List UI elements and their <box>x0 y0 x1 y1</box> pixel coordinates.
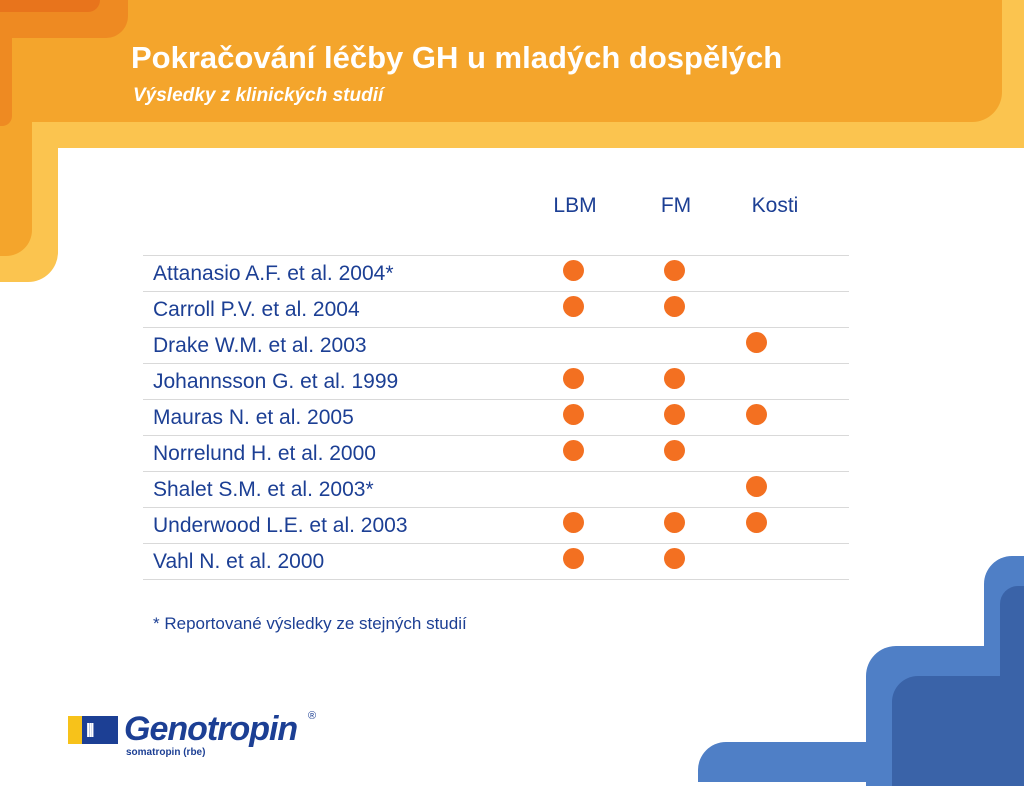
table-row <box>143 364 849 400</box>
result-dot-icon <box>664 404 685 425</box>
cell-lbm <box>521 472 641 508</box>
result-dot-icon <box>563 548 584 569</box>
cell-kosti <box>727 328 849 364</box>
result-dot-icon <box>664 296 685 317</box>
result-dot-icon <box>563 368 584 389</box>
corner-accent-top <box>0 0 100 12</box>
table-row <box>143 508 849 544</box>
cell-lbm <box>521 544 641 580</box>
study-name: Underwood L.E. et al. 2003 <box>143 508 521 544</box>
result-dot-icon <box>746 476 767 497</box>
results-table-body <box>143 256 849 580</box>
logo-wordmark: Genotropin <box>124 710 298 748</box>
cell-fm <box>641 400 727 436</box>
cell-lbm <box>521 328 641 364</box>
study-name: Drake W.M. et al. 2003 <box>143 328 521 364</box>
cell-lbm <box>521 508 641 544</box>
study-name: Carroll P.V. et al. 2004 <box>143 292 521 328</box>
study-name: Attanasio A.F. et al. 2004* <box>143 256 521 292</box>
result-dot-icon <box>746 404 767 425</box>
study-name: Johannsson G. et al. 1999 <box>143 364 521 400</box>
result-dot-icon <box>664 440 685 461</box>
result-dot-icon <box>664 368 685 389</box>
slide-subtitle: Výsledky z klinických studií <box>133 85 384 106</box>
result-dot-icon <box>664 512 685 533</box>
cell-fm <box>641 472 727 508</box>
logo-mark-icon <box>68 716 118 744</box>
footnote: * Reportované výsledky ze stejných studií <box>153 614 467 633</box>
table-row <box>143 292 849 328</box>
logo-bars: ||| <box>86 721 93 738</box>
corner-accent-vertical <box>0 0 12 126</box>
result-dot-icon <box>664 548 685 569</box>
blue-decor-shape <box>1000 586 1024 786</box>
cell-lbm <box>521 256 641 292</box>
logo-stripe <box>68 716 82 744</box>
result-dot-icon <box>563 404 584 425</box>
table-row <box>143 400 849 436</box>
cell-lbm <box>521 400 641 436</box>
cell-fm <box>641 508 727 544</box>
table-row <box>143 436 849 472</box>
cell-kosti <box>727 292 849 328</box>
study-name: Norrelund H. et al. 2000 <box>143 436 521 472</box>
cell-lbm <box>521 436 641 472</box>
table-row <box>143 256 849 292</box>
cell-lbm <box>521 292 641 328</box>
genotropin-logo <box>68 710 328 760</box>
table-row <box>143 544 849 580</box>
column-header-lbm: LBM <box>553 194 597 217</box>
cell-fm <box>641 256 727 292</box>
cell-kosti <box>727 256 849 292</box>
study-name: Vahl N. et al. 2000 <box>143 544 521 580</box>
column-header-kosti: Kosti <box>751 194 799 217</box>
result-dot-icon <box>664 260 685 281</box>
cell-kosti <box>727 544 849 580</box>
result-dot-icon <box>746 332 767 353</box>
cell-kosti <box>727 472 849 508</box>
study-name: Shalet S.M. et al. 2003* <box>143 472 521 508</box>
registered-mark: ® <box>308 710 317 722</box>
study-name: Mauras N. et al. 2005 <box>143 400 521 436</box>
cell-fm <box>641 292 727 328</box>
cell-lbm <box>521 364 641 400</box>
result-dot-icon <box>563 440 584 461</box>
cell-kosti <box>727 364 849 400</box>
slide-title: Pokračování léčby GH u mladých dospělých <box>131 40 783 75</box>
cell-fm <box>641 436 727 472</box>
result-dot-icon <box>563 260 584 281</box>
logo-tagline: somatropin (rbe) <box>126 747 206 758</box>
cell-kosti <box>727 508 849 544</box>
cell-fm <box>641 544 727 580</box>
table-row <box>143 472 849 508</box>
results-table <box>143 255 849 580</box>
result-dot-icon <box>746 512 767 533</box>
table-row <box>143 328 849 364</box>
column-header-fm: FM <box>660 194 692 217</box>
result-dot-icon <box>563 296 584 317</box>
cell-fm <box>641 328 727 364</box>
result-dot-icon <box>563 512 584 533</box>
cell-kosti <box>727 400 849 436</box>
cell-kosti <box>727 436 849 472</box>
cell-fm <box>641 364 727 400</box>
